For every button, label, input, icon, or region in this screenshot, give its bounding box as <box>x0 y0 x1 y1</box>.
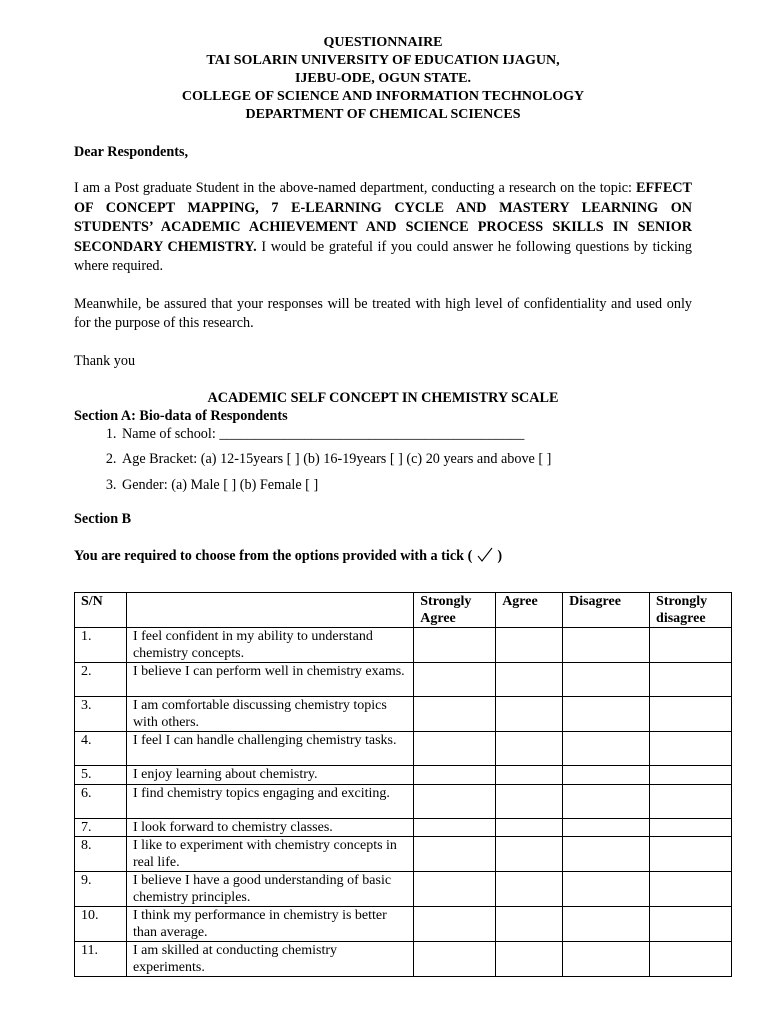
agree-cell[interactable] <box>496 732 563 766</box>
row-number: 1. <box>75 628 127 663</box>
header-department: DEPARTMENT OF CHEMICAL SCIENCES <box>245 107 521 122</box>
tick-instruction <box>74 547 692 565</box>
table-row <box>75 907 732 942</box>
agree-cell[interactable] <box>496 766 563 785</box>
instruction-text: You are required to choose from the options provided with a tick ( <box>74 547 473 564</box>
table-row <box>75 784 732 818</box>
agree-cell[interactable] <box>496 837 563 872</box>
row-number: 2. <box>75 663 127 697</box>
self-concept-table <box>74 592 732 977</box>
table-row <box>75 628 732 663</box>
strongly-disagree-cell[interactable] <box>650 628 732 663</box>
table-row <box>75 872 732 907</box>
row-statement: I am comfortable discussing chemistry topics with others. <box>126 697 413 732</box>
agree-cell[interactable] <box>496 872 563 907</box>
row-statement: I believe I can perform well in chemistry exams. <box>126 663 413 697</box>
row-number: 7. <box>75 818 127 837</box>
intro-paragraph <box>74 179 692 277</box>
strongly-agree-cell[interactable] <box>414 732 496 766</box>
table-row <box>75 732 732 766</box>
header-college: COLLEGE OF SCIENCE AND INFORMATION TECHNOLOGY <box>181 89 585 104</box>
scale-title: ACADEMIC SELF CONCEPT IN CHEMISTRY SCALE <box>207 389 559 406</box>
strongly-disagree-cell[interactable] <box>650 872 732 907</box>
row-number: 9. <box>75 872 127 907</box>
section-a-title: Section A: Bio-data of Respondents <box>74 407 288 424</box>
intro-tail: I would be grateful if you could answer he following questions by ticking where required. <box>74 238 692 274</box>
questionnaire-page <box>74 34 692 565</box>
table-row <box>75 818 732 837</box>
row-statement: I like to experiment with chemistry concepts in real life. <box>126 837 413 872</box>
strongly-disagree-cell[interactable] <box>650 732 732 766</box>
agree-cell[interactable] <box>496 907 563 942</box>
strongly-disagree-cell[interactable] <box>650 663 732 697</box>
strongly-agree-cell[interactable] <box>414 818 496 837</box>
salutation: Dear Respondents, <box>74 144 189 160</box>
row-statement: I feel confident in my ability to understand chemistry concepts. <box>126 628 413 663</box>
agree-cell[interactable] <box>496 697 563 732</box>
strongly-agree-cell[interactable] <box>414 907 496 942</box>
agree-cell[interactable] <box>496 942 563 977</box>
research-topic: EFFECT OF CONCEPT MAPPING, 7 E-LEARNING CYCLE AND MASTERY LEARNING ON STUDENTS’ ACADEMIC ACHIEVEMENT AND SCIENCE PROCESS SKILLS IN SENIOR SECONDARY CHEMISTRY. <box>74 180 692 255</box>
strongly-agree-cell[interactable] <box>414 766 496 785</box>
col-header-agree: Agree <box>496 593 563 628</box>
intro-lead: I am a Post graduate Student in the above-named department, conducting a research on the topic: <box>74 180 637 196</box>
col-header-strongly-disagree: Strongly disagree <box>650 593 732 628</box>
col-header-strongly-agree: Strongly Agree <box>414 593 496 628</box>
instruction-close: ) <box>497 547 503 564</box>
strongly-disagree-cell[interactable] <box>650 697 732 732</box>
strongly-disagree-cell[interactable] <box>650 784 732 818</box>
row-statement: I enjoy learning about chemistry. <box>126 766 413 785</box>
disagree-cell[interactable] <box>563 628 650 663</box>
table-row <box>75 942 732 977</box>
strongly-agree-cell[interactable] <box>414 697 496 732</box>
biodata-age-bracket[interactable]: 2. Age Bracket: (a) 12-15years [ ] (b) 16-19years [ ] (c) 20 years and above [ ] <box>120 450 692 468</box>
strongly-agree-cell[interactable] <box>414 872 496 907</box>
strongly-disagree-cell[interactable] <box>650 907 732 942</box>
disagree-cell[interactable] <box>563 697 650 732</box>
table-row <box>75 766 732 785</box>
disagree-cell[interactable] <box>563 872 650 907</box>
col-header-sn: S/N <box>75 593 127 628</box>
row-statement: I feel I can handle challenging chemistry tasks. <box>126 732 413 766</box>
biodata-list <box>74 425 692 494</box>
row-number: 6. <box>75 784 127 818</box>
row-number: 4. <box>75 732 127 766</box>
row-number: 8. <box>75 837 127 872</box>
table-row <box>75 837 732 872</box>
header-location: IJEBU-ODE, OGUN STATE. <box>294 71 472 86</box>
strongly-agree-cell[interactable] <box>414 784 496 818</box>
disagree-cell[interactable] <box>563 784 650 818</box>
col-header-disagree: Disagree <box>563 593 650 628</box>
table-row <box>75 697 732 732</box>
row-number: 3. <box>75 697 127 732</box>
biodata-school[interactable]: 1. Name of school: ___________________________________________ <box>120 425 692 443</box>
strongly-agree-cell[interactable] <box>414 837 496 872</box>
strongly-agree-cell[interactable] <box>414 663 496 697</box>
col-header-statement <box>126 593 413 628</box>
table-row <box>75 663 732 697</box>
disagree-cell[interactable] <box>563 837 650 872</box>
header-title: QUESTIONNAIRE <box>323 35 443 50</box>
biodata-gender[interactable]: 3. Gender: (a) Male [ ] (b) Female [ ] <box>120 476 692 494</box>
strongly-disagree-cell[interactable] <box>650 818 732 837</box>
strongly-agree-cell[interactable] <box>414 942 496 977</box>
disagree-cell[interactable] <box>563 663 650 697</box>
header-university: TAI SOLARIN UNIVERSITY OF EDUCATION IJAGUN, <box>206 53 560 68</box>
section-b-title: Section B <box>74 510 132 527</box>
agree-cell[interactable] <box>496 818 563 837</box>
agree-cell[interactable] <box>496 663 563 697</box>
document-header <box>74 34 692 124</box>
disagree-cell[interactable] <box>563 942 650 977</box>
row-statement: I am skilled at conducting chemistry experiments. <box>126 942 413 977</box>
strongly-agree-cell[interactable] <box>414 628 496 663</box>
strongly-disagree-cell[interactable] <box>650 942 732 977</box>
row-statement: I look forward to chemistry classes. <box>126 818 413 837</box>
checkmark-icon <box>476 547 494 563</box>
strongly-disagree-cell[interactable] <box>650 837 732 872</box>
row-number: 11. <box>75 942 127 977</box>
disagree-cell[interactable] <box>563 907 650 942</box>
strongly-disagree-cell[interactable] <box>650 766 732 785</box>
row-statement: I think my performance in chemistry is better than average. <box>126 907 413 942</box>
confidentiality-paragraph: Meanwhile, be assured that your responses will be treated with high level of confidentiality and used only for the purpose of this research. <box>74 295 692 331</box>
row-statement: I find chemistry topics engaging and exciting. <box>126 784 413 818</box>
row-number: 10. <box>75 907 127 942</box>
agree-cell[interactable] <box>496 784 563 818</box>
agree-cell[interactable] <box>496 628 563 663</box>
disagree-cell[interactable] <box>563 732 650 766</box>
thanks-line: Thank you <box>74 352 136 369</box>
row-number: 5. <box>75 766 127 785</box>
disagree-cell[interactable] <box>563 766 650 785</box>
disagree-cell[interactable] <box>563 818 650 837</box>
row-statement: I believe I have a good understanding of basic chemistry principles. <box>126 872 413 907</box>
